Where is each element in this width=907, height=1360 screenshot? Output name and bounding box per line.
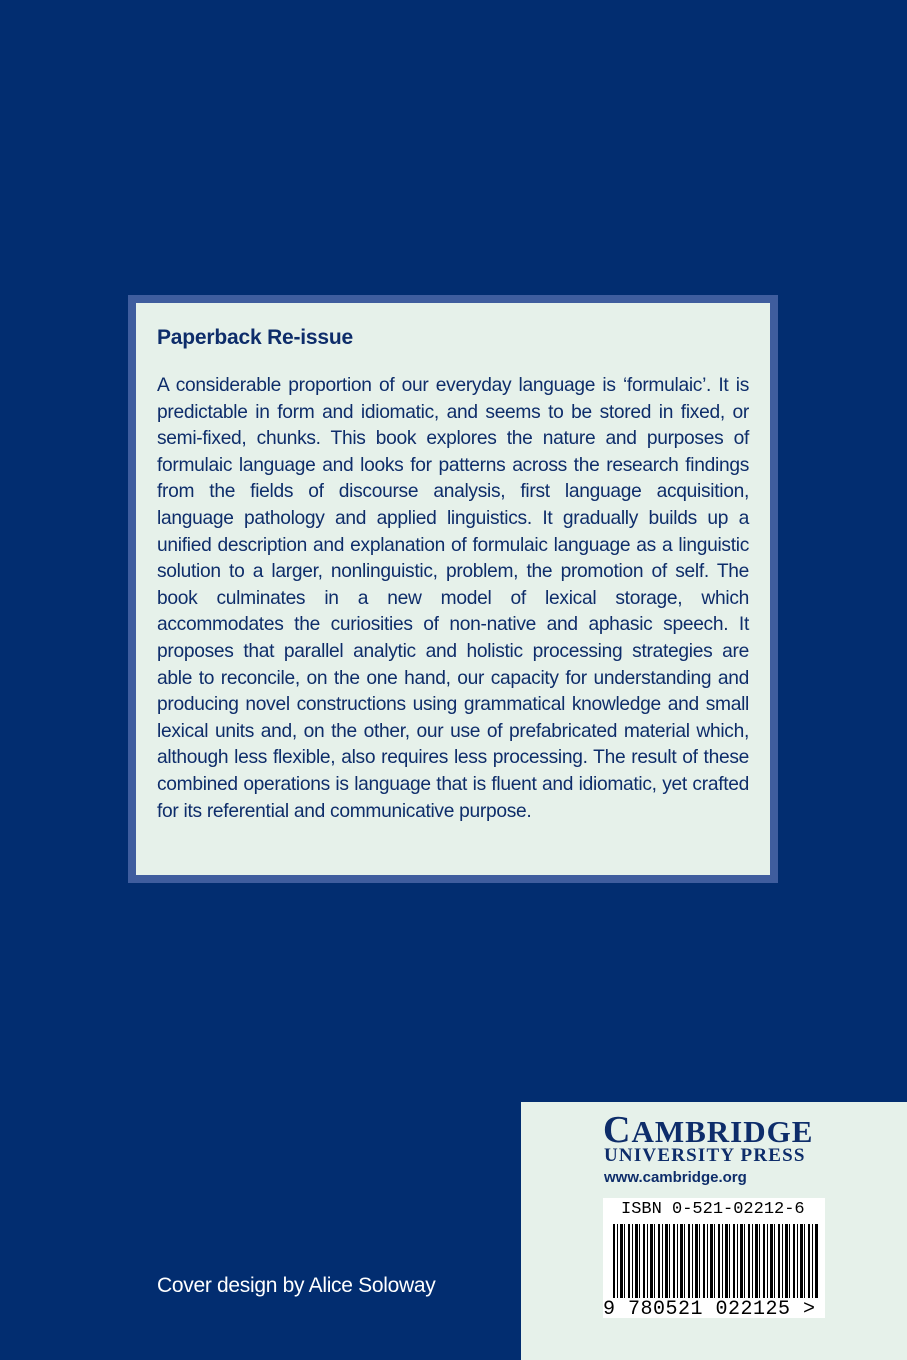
blurb-frame	[128, 295, 778, 883]
publisher-box	[521, 1102, 907, 1360]
isbn-text: ISBN 0-521-02212-6	[621, 1200, 805, 1219]
barcode-digits: 9 780521 022125 >	[603, 1298, 816, 1321]
barcode-bars	[613, 1224, 819, 1298]
blurb-text: A considerable proportion of our everyday language is ‘formulaic’. It is predictable in form and idiomatic, and seems to be stored in fixed, or semi-fixed, chunks. This book explores the nature and purposes of formulaic language and looks for patterns across the research findings from the fields of discourse analysis, first language acquisition, language pathology and applied linguistics. It gradually builds up a unified description and explanation of formulaic language as a linguistic solution to a larger, nonlinguistic, problem, the promotion of self. The book culminates in a new model of lexical storage, which accommodates the curiosities of non-native and aphasic speech. It proposes that parallel analytic and holistic processing strategies are able to reconcile, on the one hand, our capacity for understanding and producing novel constructions using grammatical knowledge and small lexical units and, on the other, our use of prefabricated material which, although less flexible, also requires less processing. The result of these combined operations is language that is fluent and idiomatic, yet crafted for its referential and communicative purpose.	[157, 375, 749, 822]
publisher-url: www.cambridge.org	[604, 1169, 747, 1186]
blurb-heading: Paperback Re-issue	[157, 326, 354, 349]
publisher-name-rest: AMBRIDGE	[631, 1114, 814, 1149]
barcode-area	[603, 1198, 825, 1321]
publisher-name-initial: C	[603, 1109, 632, 1151]
blurb-panel	[136, 303, 770, 875]
cover-design-credit: Cover design by Alice Soloway	[157, 1274, 436, 1297]
publisher-subtitle: UNIVERSITY PRESS	[604, 1145, 806, 1166]
